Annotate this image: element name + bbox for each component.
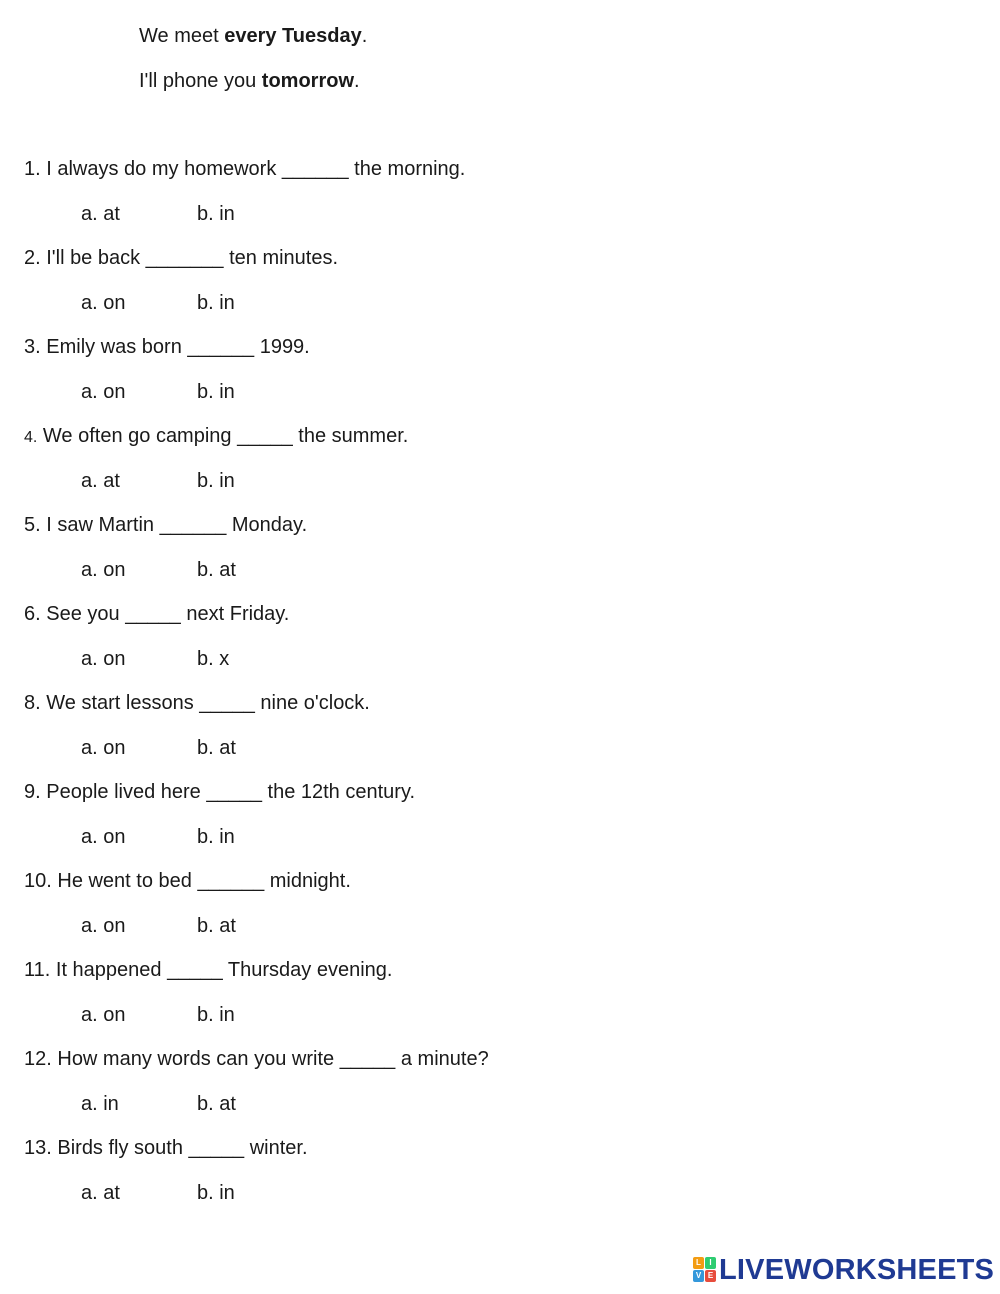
question-1-number: 1.	[24, 158, 41, 180]
liveworksheets-logo-icon	[693, 1257, 717, 1283]
question-11-text	[24, 958, 392, 982]
question-4-option-b[interactable]: b. in	[197, 470, 235, 492]
example-sentence-1	[139, 24, 367, 48]
example-sentence-2	[139, 69, 360, 93]
question-6-sentence: See you _____ next Friday.	[40, 603, 290, 625]
question-12-number: 12.	[24, 1048, 52, 1070]
question-6-option-b[interactable]: b. x	[197, 648, 230, 670]
question-12-option-b[interactable]: b. at	[197, 1093, 236, 1115]
question-1-option-a[interactable]: a. at	[81, 203, 120, 225]
question-1-option-b[interactable]: b. in	[197, 203, 235, 225]
question-10-number: 10.	[24, 870, 52, 892]
question-1-sentence: I always do my homework ______ the morning.	[40, 158, 466, 180]
question-3-option-b[interactable]: b. in	[197, 381, 235, 403]
question-6-option-a[interactable]: a. on	[81, 648, 126, 670]
question-8-option-a[interactable]: a. on	[81, 737, 126, 759]
question-12-text	[24, 1047, 489, 1071]
example-1-bold: every Tuesday	[224, 25, 362, 47]
question-2-option-a[interactable]: a. on	[81, 292, 126, 314]
question-10-text	[24, 869, 351, 893]
question-4-option-a[interactable]: a. at	[81, 470, 120, 492]
question-13-option-b[interactable]: b. in	[197, 1182, 235, 1204]
question-9-text	[24, 780, 415, 804]
logo-mark-e: E	[705, 1270, 716, 1282]
question-11-option-a[interactable]: a. on	[81, 1004, 126, 1026]
logo-mark-i: I	[705, 1257, 716, 1269]
question-9-number: 9.	[24, 781, 41, 803]
question-1-text	[24, 157, 465, 181]
question-13-sentence: Birds fly south _____ winter.	[51, 1137, 308, 1159]
question-5-option-b[interactable]: b. at	[197, 559, 236, 581]
liveworksheets-logo-text: LIVEWORKSHEETS	[719, 1254, 995, 1286]
question-2-option-b[interactable]: b. in	[197, 292, 235, 314]
question-10-option-a[interactable]: a. on	[81, 915, 126, 937]
question-11-number: 11.	[24, 959, 51, 981]
question-2-sentence: I'll be back _______ ten minutes.	[40, 247, 339, 269]
question-5-text	[24, 513, 307, 537]
question-2-text	[24, 246, 338, 270]
question-9-option-a[interactable]: a. on	[81, 826, 126, 848]
question-4-number: 4.	[24, 429, 38, 446]
question-8-sentence: We start lessons _____ nine o'clock.	[40, 692, 370, 714]
example-2-suffix: .	[354, 70, 360, 92]
question-6-number: 6.	[24, 603, 41, 625]
question-3-option-a[interactable]: a. on	[81, 381, 126, 403]
question-3-sentence: Emily was born ______ 1999.	[40, 336, 310, 358]
question-4-text	[24, 424, 408, 450]
example-2-bold: tomorrow	[261, 70, 355, 92]
question-9-option-b[interactable]: b. in	[197, 826, 235, 848]
logo-mark-v: V	[693, 1270, 704, 1282]
question-12-sentence: How many words can you write _____ a minute?	[51, 1048, 489, 1070]
question-5-sentence: I saw Martin ______ Monday.	[40, 514, 308, 536]
example-1-suffix: .	[361, 25, 368, 47]
question-8-number: 8.	[24, 692, 41, 714]
question-10-option-b[interactable]: b. at	[197, 915, 236, 937]
question-3-number: 3.	[24, 336, 41, 358]
question-11-sentence: It happened _____ Thursday evening.	[50, 959, 393, 981]
question-6-text	[24, 602, 289, 626]
logo-mark-l: L	[693, 1257, 704, 1269]
example-1-prefix: We meet	[139, 25, 225, 47]
question-8-option-b[interactable]: b. at	[197, 737, 236, 759]
question-5-number: 5.	[24, 514, 41, 536]
question-11-option-b[interactable]: b. in	[197, 1004, 235, 1026]
question-13-text	[24, 1136, 308, 1160]
question-13-number: 13.	[24, 1137, 52, 1159]
question-8-text	[24, 691, 370, 715]
question-10-sentence: He went to bed ______ midnight.	[51, 870, 351, 892]
question-12-option-a[interactable]: a. in	[81, 1093, 119, 1115]
example-2-prefix: I'll phone you	[139, 70, 262, 92]
liveworksheets-logo	[693, 1254, 994, 1286]
question-4-sentence: We often go camping _____ the summer.	[37, 425, 409, 447]
question-13-option-a[interactable]: a. at	[81, 1182, 120, 1204]
question-5-option-a[interactable]: a. on	[81, 559, 126, 581]
question-9-sentence: People lived here _____ the 12th century.	[40, 781, 416, 803]
question-2-number: 2.	[24, 247, 41, 269]
question-3-text	[24, 335, 310, 359]
